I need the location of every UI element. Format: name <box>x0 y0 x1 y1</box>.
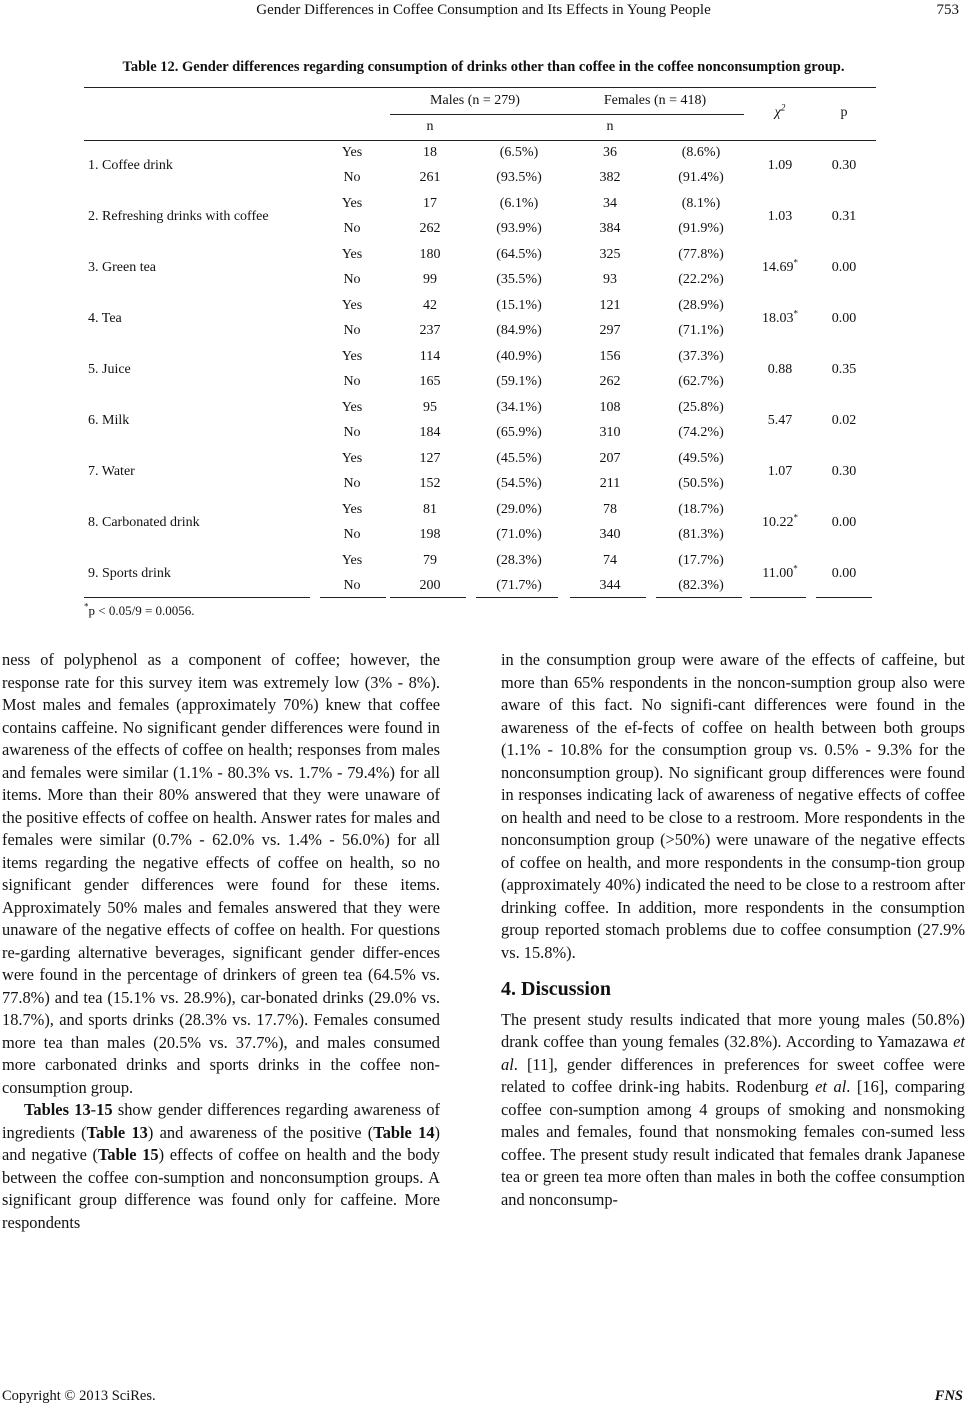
females-yes-count: 78 <box>603 502 617 517</box>
p-value: 0.30 <box>831 464 857 479</box>
males-yes-percent: (6.5%) <box>499 145 539 160</box>
p-header: p <box>840 105 848 120</box>
females-yes-percent: (18.7%) <box>678 502 724 517</box>
females-no-percent: (74.2%) <box>678 425 724 440</box>
males-no-count: 198 <box>419 527 441 542</box>
males-yes-count: 127 <box>419 451 441 466</box>
p-value: 0.31 <box>831 209 857 224</box>
right-paragraph-2 <box>501 1009 965 1212</box>
text-segment: ) and awareness of the positive ( <box>147 1122 374 1142</box>
females-no-count: 262 <box>599 374 621 389</box>
chi-square-value <box>750 361 810 379</box>
females-no-percent: (81.3%) <box>678 527 724 542</box>
males-yes-count: 17 <box>423 196 437 211</box>
males-yes-percent: (6.1%) <box>499 196 539 211</box>
yes-label: Yes <box>341 502 363 517</box>
females-yes-percent: (25.8%) <box>678 400 724 415</box>
females-no-count: 340 <box>599 527 621 542</box>
males-no-count: 200 <box>419 578 441 593</box>
header-bottom-rule <box>84 140 876 141</box>
no-label: No <box>343 374 361 389</box>
males-yes-percent: (28.3%) <box>496 553 542 568</box>
chi-superscript: 2 <box>780 102 786 113</box>
table-bottom-rule <box>570 597 646 598</box>
yes-label: Yes <box>341 145 363 160</box>
tables-ref-start: Tables 13 <box>24 1100 91 1119</box>
females-no-count: 310 <box>599 425 621 440</box>
chi-square-value <box>750 514 810 532</box>
table-15-ref: Table 15 <box>97 1145 159 1164</box>
no-label: No <box>343 323 361 338</box>
chi-square-value <box>750 208 810 226</box>
males-yes-count: 81 <box>423 502 437 517</box>
chi-value-text: 1.09 <box>767 158 793 173</box>
p-value: 0.00 <box>831 311 857 326</box>
males-no-count: 152 <box>419 476 441 491</box>
chi-value-text: 0.88 <box>767 362 793 377</box>
males-yes-percent: (64.5%) <box>496 247 542 262</box>
yes-label: Yes <box>341 298 363 313</box>
footer-journal: FNS <box>934 1388 963 1404</box>
chi-value-text: 5.47 <box>767 413 793 428</box>
row-item-label: 6. Milk <box>88 413 130 428</box>
males-yes-percent: (29.0%) <box>496 502 542 517</box>
males-no-percent: (84.9%) <box>496 323 542 338</box>
yes-label: Yes <box>341 349 363 364</box>
yes-label: Yes <box>341 553 363 568</box>
males-no-percent: (71.7%) <box>496 578 542 593</box>
table-14-ref: Table 14 <box>373 1122 435 1142</box>
males-no-percent: (93.9%) <box>496 221 542 236</box>
yes-label: Yes <box>341 196 363 211</box>
table-bottom-rule <box>320 597 386 598</box>
females-yes-count: 156 <box>599 349 621 364</box>
males-yes-count: 180 <box>419 247 441 262</box>
males-no-count: 262 <box>419 221 441 236</box>
females-no-percent: (82.3%) <box>678 578 724 593</box>
females-n-label: n <box>606 119 614 134</box>
females-yes-count: 325 <box>599 247 621 262</box>
row-item-label: 4. Tea <box>88 311 122 326</box>
chi-square-value <box>750 463 810 481</box>
no-label: No <box>343 425 361 440</box>
males-no-count: 237 <box>419 323 441 338</box>
males-yes-percent: (15.1%) <box>496 298 542 313</box>
tables-ref-dash: - <box>90 1100 97 1119</box>
yes-label: Yes <box>341 400 363 415</box>
chi-value-text: 14.69 <box>762 260 794 275</box>
males-no-percent: (93.5%) <box>496 170 542 185</box>
p-value: 0.00 <box>831 260 857 275</box>
males-yes-percent: (34.1%) <box>496 400 542 415</box>
males-yes-count: 114 <box>419 349 441 364</box>
females-yes-percent: (49.5%) <box>678 451 724 466</box>
no-label: No <box>343 578 361 593</box>
females-yes-percent: (77.8%) <box>678 247 724 262</box>
females-no-percent: (91.4%) <box>678 170 724 185</box>
right-column <box>501 649 965 1211</box>
males-no-percent: (35.5%) <box>496 272 542 287</box>
group-header-rule <box>390 114 744 115</box>
males-n-label: n <box>426 119 434 134</box>
row-item-label: 3. Green tea <box>88 260 157 275</box>
et-al: et al <box>501 1032 965 1074</box>
yes-label: Yes <box>341 451 363 466</box>
significance-mark: * <box>793 257 798 268</box>
females-no-percent: (22.2%) <box>678 272 724 287</box>
males-header: Males (n = 279) <box>430 93 520 108</box>
chi-value-text: 11.00 <box>762 566 794 581</box>
females-no-percent: (50.5%) <box>678 476 724 491</box>
chi-value-text: 10.22 <box>762 515 794 530</box>
females-yes-percent: (28.9%) <box>678 298 724 313</box>
females-yes-count: 207 <box>599 451 621 466</box>
significance-mark: * <box>793 308 798 319</box>
females-no-percent: (71.1%) <box>678 323 724 338</box>
text-segment: ) effects of coffee on health and the body between the coffee con-sumption and nonconsumption groups. A significant group difference was found only for caffeine. More respondents <box>2 1145 440 1232</box>
chi-square-value <box>750 565 810 583</box>
females-yes-percent: (8.1%) <box>681 196 721 211</box>
chi-value-text: 1.07 <box>767 464 793 479</box>
table-bottom-rule <box>656 597 742 598</box>
table-bottom-rule <box>84 597 310 598</box>
p-value: 0.30 <box>831 158 857 173</box>
males-yes-percent: (40.9%) <box>496 349 542 364</box>
left-paragraph-2 <box>2 1099 440 1234</box>
chi-square-value <box>750 259 810 277</box>
males-no-count: 184 <box>419 425 441 440</box>
table-bottom-rule <box>816 597 872 598</box>
row-item-label: 8. Carbonated drink <box>88 515 200 530</box>
females-yes-count: 36 <box>603 145 617 160</box>
females-no-count: 344 <box>599 578 621 593</box>
p-value: 0.00 <box>831 515 857 530</box>
page-number: 753 <box>936 2 959 18</box>
text-segment: . [11], gender differences in preferences for sweet coffee were related to coffee drink-ing habits. Rodenburg <box>501 1054 965 1096</box>
females-yes-count: 121 <box>599 298 621 313</box>
right-paragraph-1: in the consumption group were aware of the effects of caffeine, but more than 65% respondents in the noncon-sumption group also were aware of this fact. No signifi-cant differences were found in the awareness of the ef-fects of coffee on health between both groups (1.1% - 10.8% for the consumption group vs. 0.5% - 9.3% for the nonconsumption group). No significant group differences were found in responses indicating lack of awareness of negative effects of coffee on health and need to be close to a restroom. More respondents in the nonconsumption group (>50%) were unaware of the negative effects of coffee on health, and more respondents in the consump-tion group (approximately 40%) indicated the need to be close to a restroom after drinking coffee. In addition, more respondents in the consumption group reported stomach problems due to coffee consumption (27.9% vs. 15.8%). <box>501 650 965 962</box>
chi-square-header <box>750 104 810 122</box>
footnote-mark: * <box>84 601 89 612</box>
table-bottom-rule <box>750 597 806 598</box>
text-segment: . [16], comparing coffee con-sumption among 4 groups of smoking and nonsmoking males and females, found that nonsmoking females con-sumed less coffee. The present study result indicated that females drank Japanese tea or green tea more often than males in both the coffee consumption and nonconsump- <box>501 1077 965 1209</box>
no-label: No <box>343 272 361 287</box>
row-item-label: 1. Coffee drink <box>88 158 173 173</box>
females-no-count: 382 <box>599 170 621 185</box>
row-item-label: 9. Sports drink <box>88 566 171 581</box>
p-value: 0.02 <box>831 413 857 428</box>
chi-value-text: 18.03 <box>762 311 794 326</box>
et-al: et al <box>815 1077 847 1096</box>
males-yes-percent: (45.5%) <box>496 451 542 466</box>
males-yes-count: 95 <box>423 400 437 415</box>
p-value: 0.00 <box>831 566 857 581</box>
table-13-ref: Table 13 <box>86 1122 148 1142</box>
no-label: No <box>343 527 361 542</box>
females-yes-count: 108 <box>599 400 621 415</box>
table-caption: Table 12. Gender differences regarding consumption of drinks other than coffee in the coffee nonconsumption group. <box>122 59 845 75</box>
males-no-percent: (59.1%) <box>496 374 542 389</box>
females-yes-percent: (17.7%) <box>678 553 724 568</box>
females-yes-percent: (8.6%) <box>681 145 721 160</box>
males-yes-count: 79 <box>423 553 437 568</box>
females-yes-count: 34 <box>603 196 617 211</box>
footer-copyright: Copyright © 2013 SciRes. <box>2 1388 156 1404</box>
significance-mark: * <box>793 563 798 574</box>
females-no-count: 297 <box>599 323 621 338</box>
table-footnote <box>84 603 195 619</box>
text-segment: show gender differences regarding awareness of ingredients ( <box>2 1100 441 1142</box>
females-no-percent: (62.7%) <box>678 374 724 389</box>
table-bottom-rule <box>390 597 466 598</box>
left-column <box>2 649 440 1234</box>
chi-value-text: 1.03 <box>767 209 793 224</box>
significance-mark: * <box>793 512 798 523</box>
males-no-count: 99 <box>423 272 437 287</box>
row-item-label: 7. Water <box>88 464 135 479</box>
chi-square-value <box>750 157 810 175</box>
females-no-count: 211 <box>599 476 621 491</box>
males-no-count: 261 <box>419 170 441 185</box>
males-yes-count: 18 <box>423 145 437 160</box>
no-label: No <box>343 476 361 491</box>
table-top-rule <box>84 87 876 88</box>
section-heading-discussion: 4. Discussion <box>501 978 612 1000</box>
no-label: No <box>343 170 361 185</box>
running-header-title: Gender Differences in Coffee Consumption and Its Effects in Young People <box>256 2 711 18</box>
females-yes-percent: (37.3%) <box>678 349 724 364</box>
row-item-label: 5. Juice <box>88 362 131 377</box>
text-segment: ) and negative ( <box>2 1122 441 1164</box>
p-value: 0.35 <box>831 362 857 377</box>
males-no-count: 165 <box>419 374 441 389</box>
tables-ref-end: 15 <box>96 1100 113 1119</box>
left-paragraph-1: ness of polyphenol as a component of coffee; however, the response rate for this survey item was extremely low (3% - 8%). Most males and females (approximately 70%) knew that coffee contains caffeine. No significant gender differences were found in awareness of the effects of coffee on health; responses from males and females were similar (1.1% - 80.3% vs. 1.7% - 79.4%) for all items. More than their 80% answered that they were unaware of the positive effects of coffee on health. Answer rates for males and females were similar (0.7% - 62.0% vs. 1.4% - 56.0%) for all items regarding the negative effects of coffee on health, so no significant gender differences were found for these items. Approximately 50% males and females answered that they were unaware of the negative effects of coffee on health. For questions re-garding alternative beverages, significant gender differ-ences were found in the percentage of drinkers of green tea (64.5% vs. 77.8%) and tea (15.1% vs. 28.9%), car-bonated drinks (29.0% vs. 18.7%), and sports drinks (28.3% vs. 17.7%). Females consumed more tea than males (20.5% vs. 37.7%), and males consumed more carbonated drinks and sports drinks in the coffee non-consumption group. <box>2 650 440 1097</box>
chi-square-value <box>750 310 810 328</box>
males-yes-count: 42 <box>423 298 437 313</box>
chi-symbol: χ <box>774 105 781 120</box>
yes-label: Yes <box>341 247 363 262</box>
males-no-percent: (54.5%) <box>496 476 542 491</box>
females-header: Females (n = 418) <box>603 93 707 108</box>
females-yes-count: 74 <box>603 553 617 568</box>
text-segment: The present study results indicated that more young males (50.8%) drank coffee than young females (32.8%). According to Yamazawa <box>501 1009 965 1051</box>
females-no-count: 93 <box>603 272 617 287</box>
row-item-label: 2. Refreshing drinks with coffee <box>88 209 269 224</box>
females-no-percent: (91.9%) <box>678 221 724 236</box>
chi-square-value <box>750 412 810 430</box>
no-label: No <box>343 221 361 236</box>
footnote-text: p < 0.05/9 = 0.0056. <box>88 603 195 618</box>
males-no-percent: (65.9%) <box>496 425 542 440</box>
males-no-percent: (71.0%) <box>496 527 542 542</box>
table-bottom-rule <box>476 597 558 598</box>
females-no-count: 384 <box>599 221 621 236</box>
